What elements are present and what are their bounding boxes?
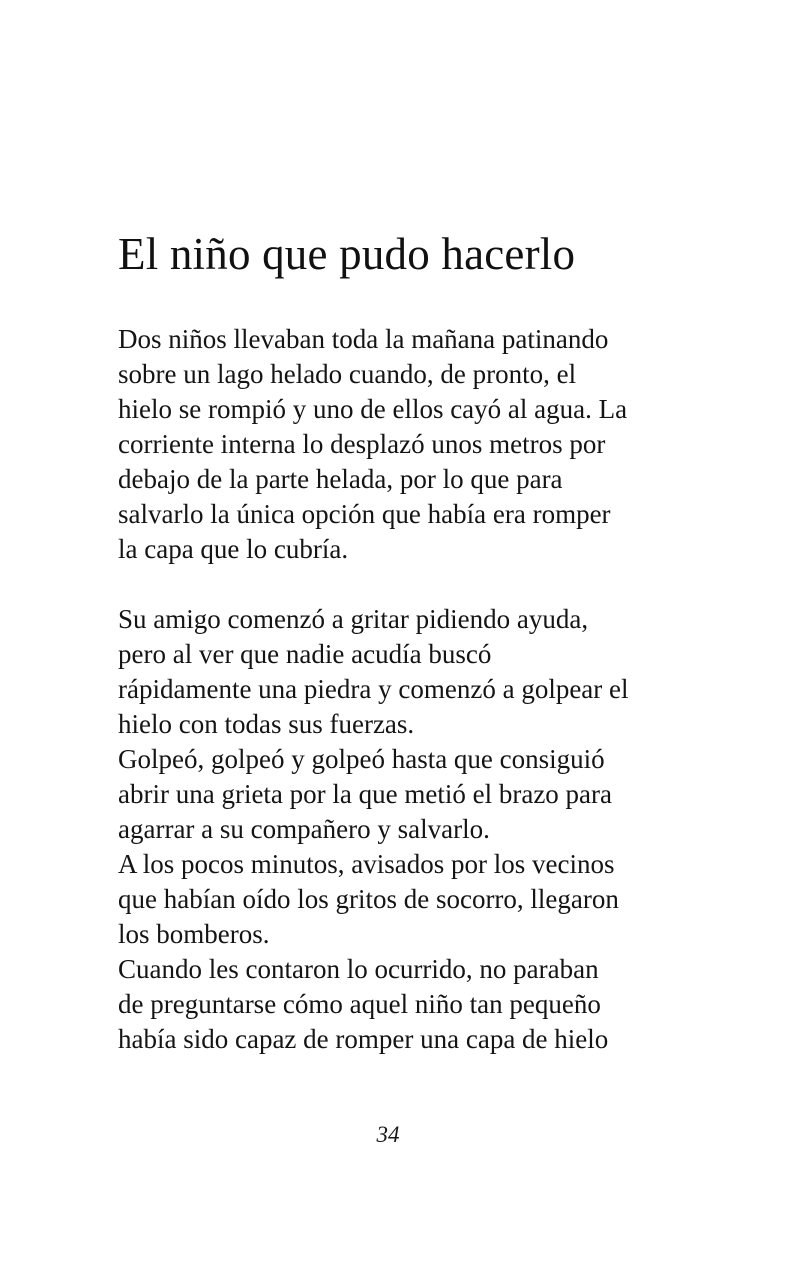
text-line: agarrar a su compañero y salvarlo. xyxy=(118,814,490,844)
text-line: hielo con todas sus fuerzas. xyxy=(118,709,415,739)
body-text xyxy=(118,322,678,1057)
text-line: sobre un lago helado cuando, de pronto, el xyxy=(118,359,577,389)
text-line: Golpeó, golpeó y golpeó hasta que consiguió xyxy=(118,744,605,774)
text-line: Cuando les contaron lo ocurrido, no paraban xyxy=(118,954,599,984)
chapter-title: El niño que pudo hacerlo xyxy=(118,229,576,279)
text-line: la capa que lo cubría. xyxy=(118,534,349,564)
text-line: de preguntarse cómo aquel niño tan pequeño xyxy=(118,989,601,1019)
text-line: había sido capaz de romper una capa de hielo xyxy=(118,1024,609,1054)
text-line: abrir una grieta por la que metió el brazo para xyxy=(118,779,613,809)
text-line: corriente interna lo desplazó unos metros por xyxy=(118,429,606,459)
paragraph-2 xyxy=(118,602,678,742)
page-number: 34 xyxy=(376,1122,400,1147)
text-line: que habían oído los gritos de socorro, llegaron xyxy=(118,884,619,914)
text-line: salvarlo la única opción que había era romper xyxy=(118,499,611,529)
text-line: Su amigo comenzó a gritar pidiendo ayuda, xyxy=(118,604,589,634)
text-line: los bomberos. xyxy=(118,919,270,949)
paragraph-3 xyxy=(118,742,678,847)
text-line: pero al ver que nadie acudía buscó xyxy=(118,639,492,669)
paragraph-1 xyxy=(118,322,678,567)
paragraph-5 xyxy=(118,952,678,1057)
text-line: A los pocos minutos, avisados por los vecinos xyxy=(118,849,615,879)
paragraph-4 xyxy=(118,847,678,952)
text-line: rápidamente una piedra y comenzó a golpear el xyxy=(118,674,629,704)
text-line: debajo de la parte helada, por lo que para xyxy=(118,464,563,494)
text-line: Dos niños llevaban toda la mañana patinando xyxy=(118,324,609,354)
text-line: hielo se rompió y uno de ellos cayó al agua. La xyxy=(118,394,628,424)
